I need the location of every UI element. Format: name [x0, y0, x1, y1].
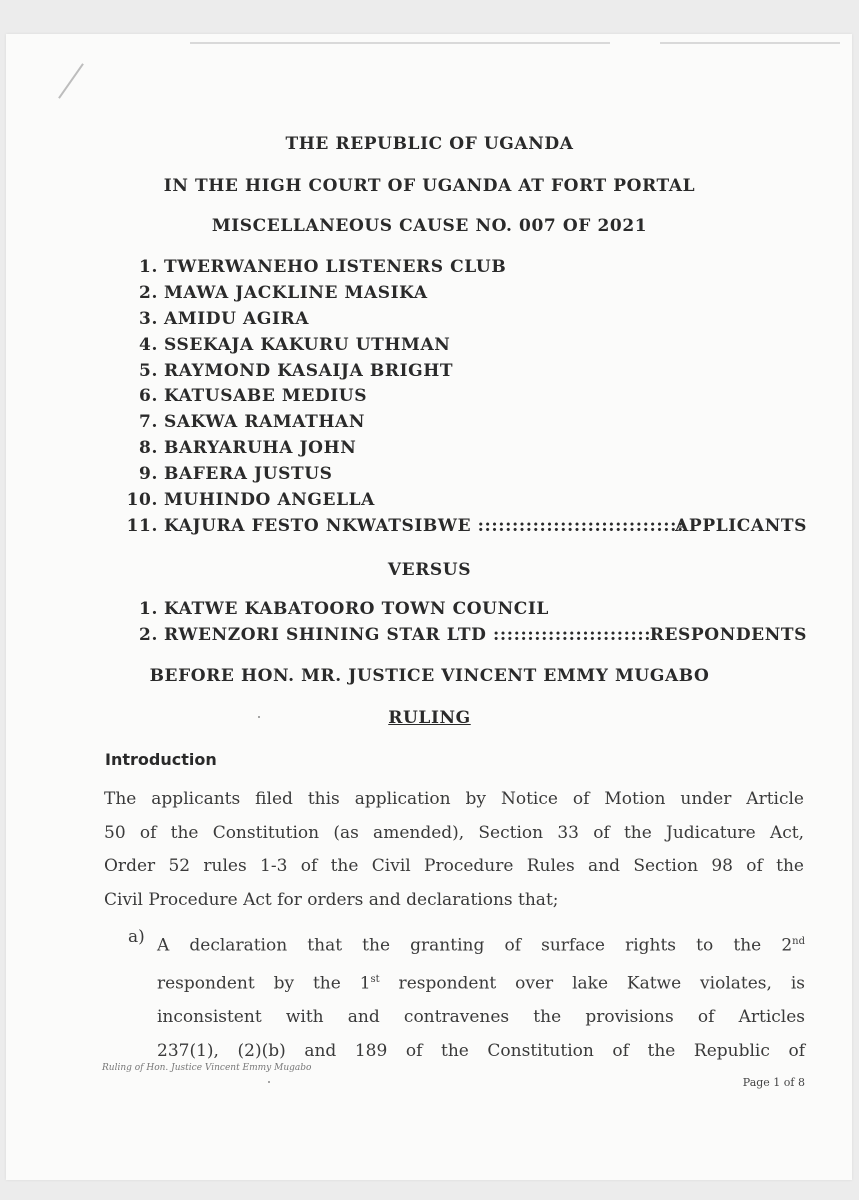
- applicant-item: [118, 462, 684, 488]
- applicant-name: RAYMOND KASAIJA BRIGHT: [164, 360, 454, 381]
- respondent-role-label: RESPONDENTS: [649, 624, 807, 645]
- applicant-name: KAJURA FESTO NKWATSIBWE: [164, 515, 472, 536]
- applicant-number: 1.: [139, 257, 158, 277]
- applicant-item: [118, 410, 684, 436]
- applicant-number: 2.: [139, 282, 158, 303]
- applicant-number: 9.: [139, 464, 158, 485]
- intro-line: Civil Procedure Act for orders and declarations that;: [104, 889, 559, 910]
- judge-line: BEFORE HON. MR. JUSTICE VINCENT EMMY MUGABO: [149, 666, 710, 686]
- respondent-name: KATWE KABATOORO TOWN COUNCIL: [164, 599, 549, 619]
- applicant-item: [118, 255, 684, 281]
- applicant-name: BARYARUHA JOHN: [164, 438, 357, 459]
- intro-line: Order 52 rules 1-3 of the Civil Procedure Rules and Section 98 of the: [104, 856, 804, 876]
- applicant-item: [118, 307, 684, 333]
- applicant-item: [118, 281, 684, 307]
- cause-number: MISCELLANEOUS CAUSE NO. 007 OF 2021: [211, 216, 648, 236]
- item-a-line: 237(1), (2)(b) and 189 of the Constitution of the Republic of: [157, 1040, 805, 1061]
- respondent-number: 2.: [139, 624, 158, 645]
- respondent-name: RWENZORI SHINING STAR LTD: [164, 624, 487, 645]
- footer-running-title: Ruling of Hon. Justice Vincent Emmy Mugabo: [102, 1063, 312, 1073]
- applicant-item: [118, 514, 807, 540]
- court-title: IN THE HIGH COURT OF UGANDA AT FORT PORTAL: [163, 176, 696, 196]
- item-a-label: a): [128, 927, 145, 947]
- applicant-number: 11.: [126, 515, 158, 536]
- applicant-number: 7.: [139, 412, 158, 433]
- scan-speck: [268, 1081, 270, 1083]
- applicant-item: [118, 488, 684, 514]
- applicant-number: 6.: [139, 386, 158, 407]
- item-a-line: respondent by the 1st respondent over lake Katwe violates, is: [157, 973, 805, 994]
- respondent-item: [118, 597, 658, 623]
- scan-speck: [258, 716, 260, 718]
- applicant-name: KATUSABE MEDIUS: [164, 386, 368, 407]
- applicant-name: AMIDU AGIRA: [164, 308, 310, 329]
- applicant-name: TWERWANEHO LISTENERS CLUB: [164, 257, 507, 277]
- respondent-dots: ::::::::::::::::::::::::: [486, 624, 659, 645]
- applicant-role-label: APPLICANTS: [675, 515, 807, 536]
- item-a-text: [157, 925, 805, 1068]
- ruling-title: RULING: [388, 708, 471, 728]
- item-a-line: inconsistent with and contravenes the provisions of Articles: [157, 1007, 805, 1028]
- item-a-line: A declaration that the granting of surface rights to the 2nd: [157, 935, 805, 956]
- versus-label: VERSUS: [387, 560, 472, 580]
- applicant-number: 5.: [139, 360, 158, 381]
- scan-artifact: [660, 42, 840, 44]
- applicant-number: 8.: [139, 438, 158, 459]
- scan-artifact: [190, 42, 610, 44]
- respondent-item: [118, 623, 807, 649]
- applicant-item: [118, 333, 684, 359]
- applicant-name: BAFERA JUSTUS: [164, 464, 333, 485]
- introduction-heading: Introduction: [105, 750, 217, 769]
- page-number: Page 1 of 8: [742, 1076, 805, 1089]
- intro-line: The applicants filed this application by Notice of Motion under Article: [104, 789, 804, 809]
- applicant-item: [118, 436, 684, 462]
- applicant-item: [118, 384, 684, 410]
- applicant-dots: ::::::::::::::::::::::::::::::: [471, 515, 684, 536]
- applicant-number: 4.: [139, 334, 158, 355]
- applicant-name: MUHINDO ANGELLA: [164, 490, 375, 511]
- introduction-paragraph: [104, 783, 804, 917]
- applicant-number: 10.: [126, 490, 158, 511]
- applicant-name: SAKWA RAMATHAN: [164, 412, 365, 433]
- respondents-list: [118, 597, 807, 649]
- applicant-item: [118, 359, 684, 385]
- applicants-list: [118, 255, 807, 540]
- republic-title: THE REPUBLIC OF UGANDA: [285, 134, 574, 154]
- applicant-number: 3.: [139, 308, 158, 329]
- applicant-name: MAWA JACKLINE MASIKA: [164, 282, 428, 303]
- applicant-name: SSEKAJA KAKURU UTHMAN: [164, 334, 451, 355]
- respondent-number: 1.: [139, 599, 158, 619]
- intro-line: 50 of the Constitution (as amended), Section 33 of the Judicature Act,: [104, 822, 804, 843]
